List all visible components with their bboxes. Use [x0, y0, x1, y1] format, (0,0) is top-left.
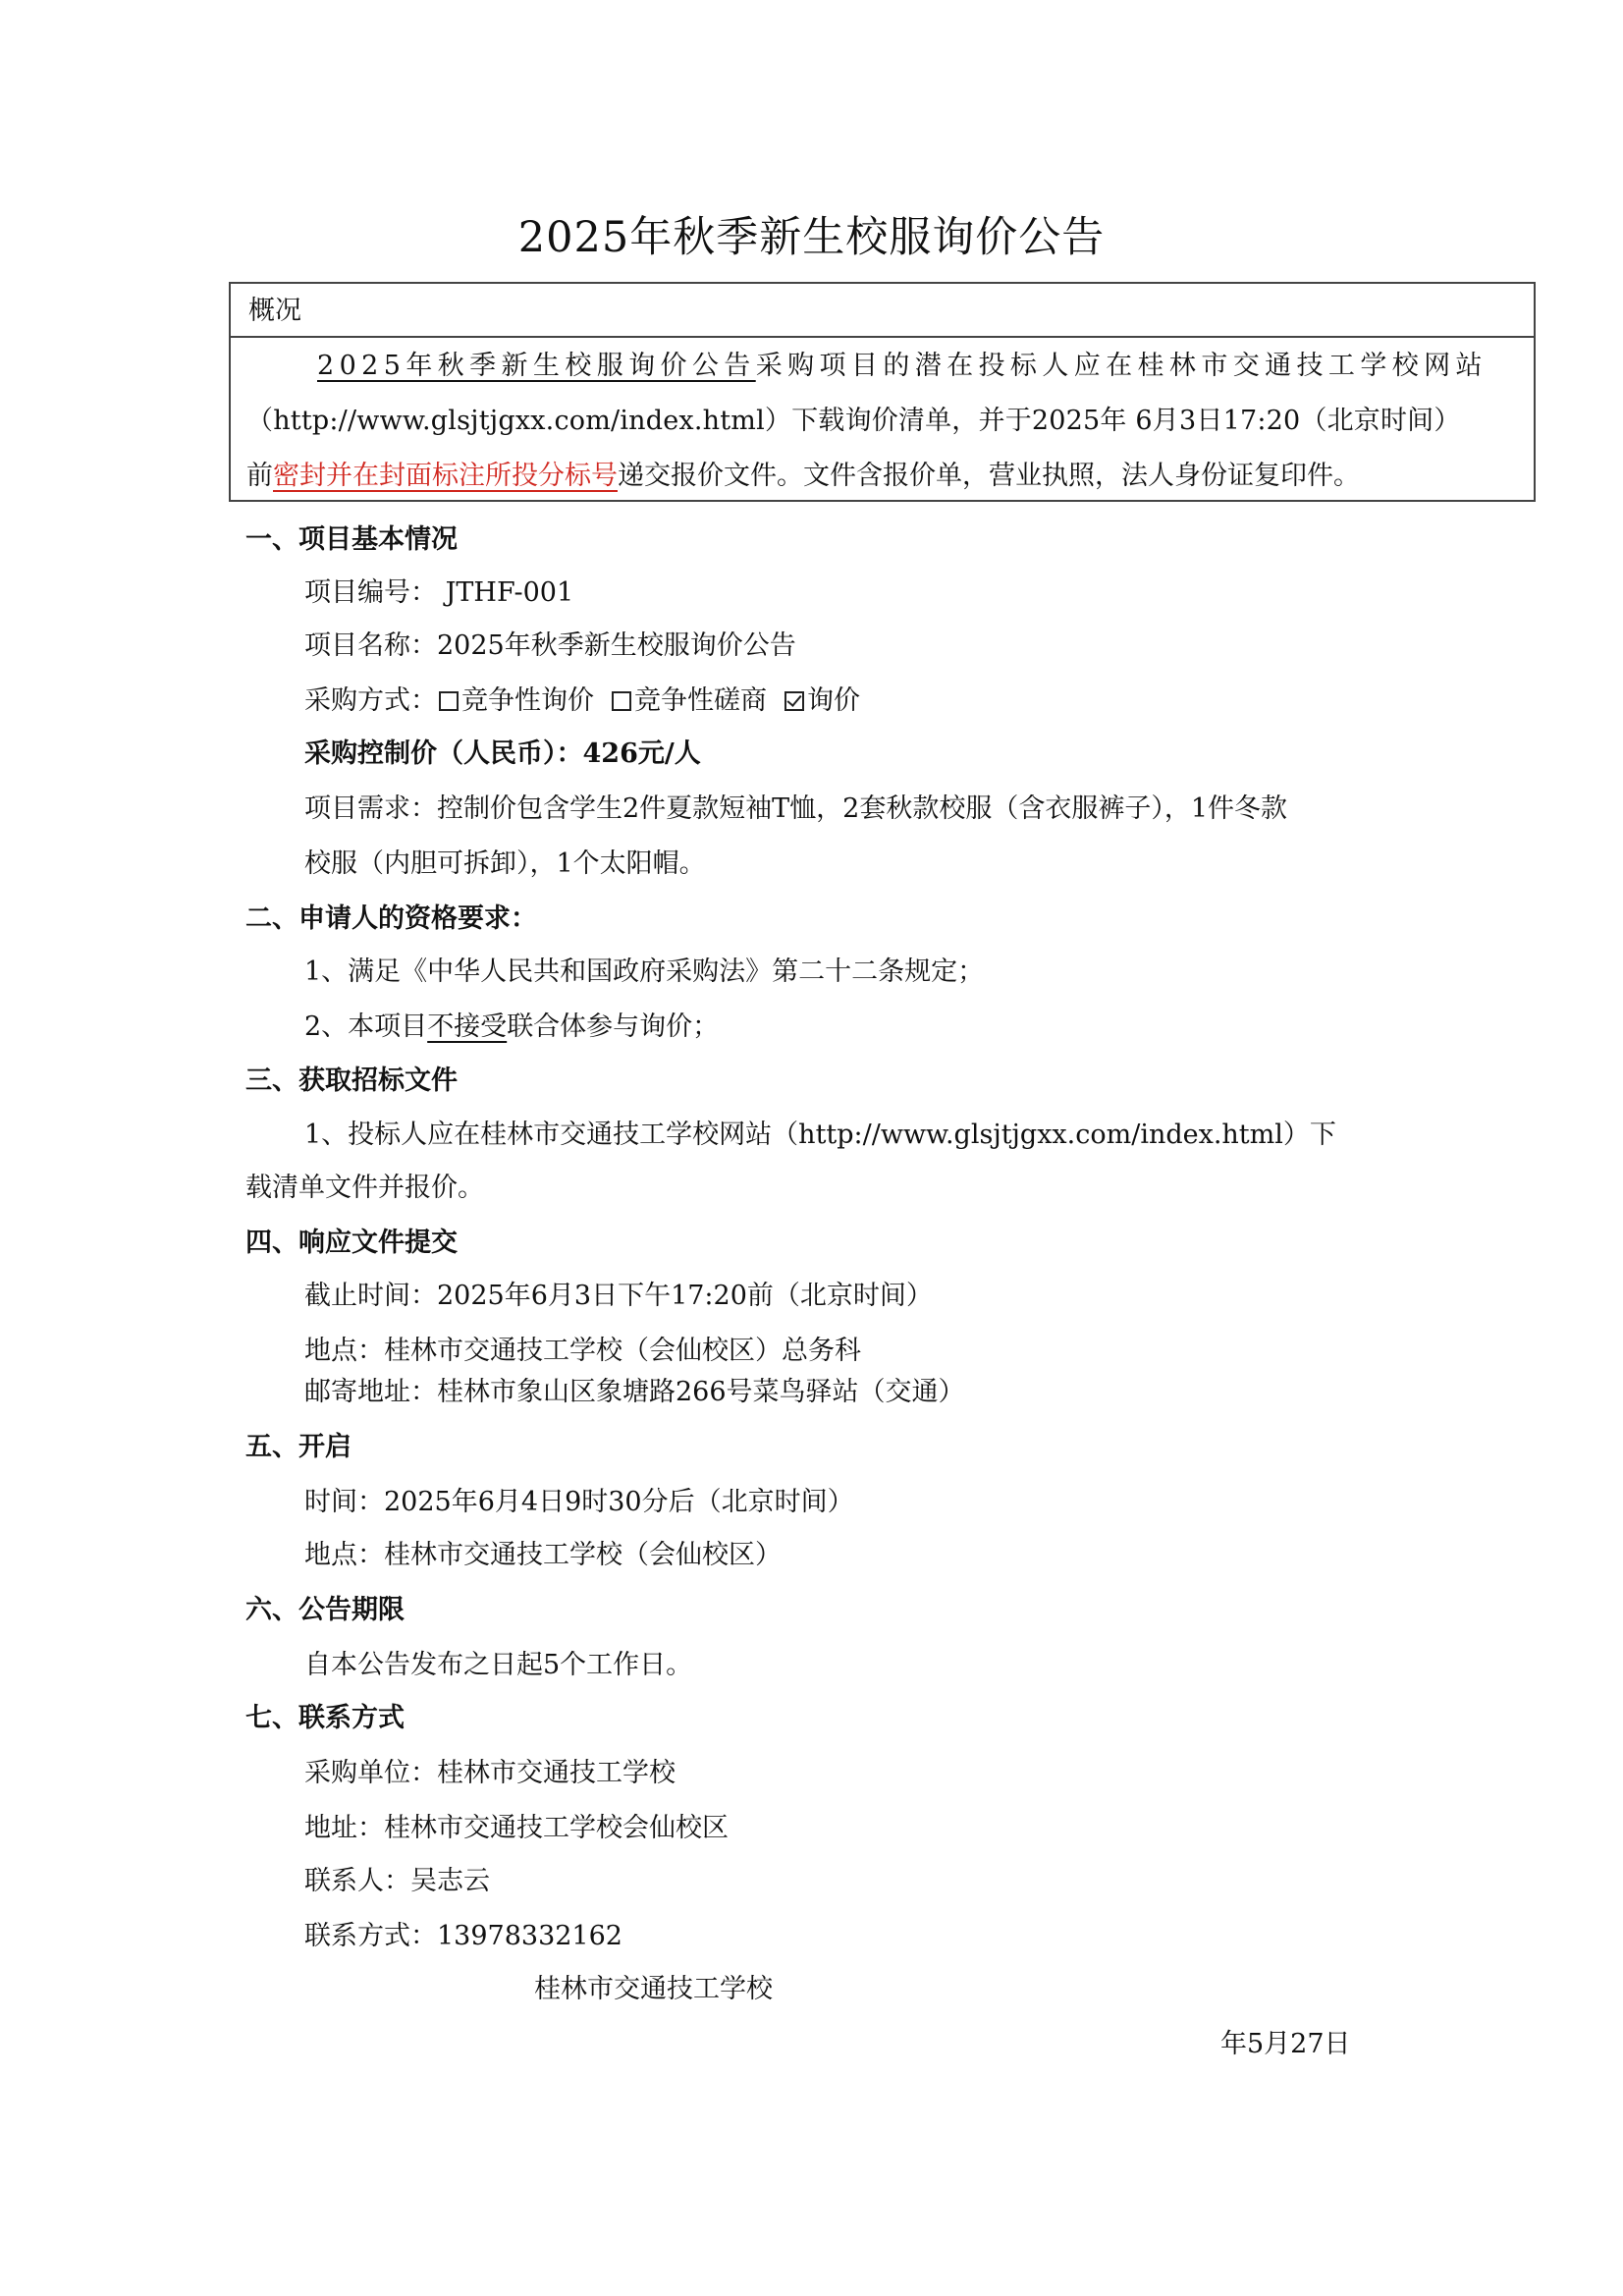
section-heading-4: 四、响应文件提交 [245, 1228, 458, 1258]
qualification-item-2-post: 联合体参与询价； [507, 1011, 720, 1042]
section-heading-1: 一、项目基本情况 [245, 524, 458, 555]
checkbox-inquiry-checked [784, 691, 804, 711]
qualification-item-2-pre: 2、本项目 [304, 1011, 428, 1042]
contact-unit: 采购单位：桂林市交通技工学校 [304, 1758, 676, 1788]
section-heading-2: 二、申请人的资格要求： [245, 903, 537, 934]
checkbox-competitive-inquiry [439, 691, 459, 711]
overview-line1-text: 采购项目的潜在投标人应在桂林市交通技工学校网站 [755, 351, 1488, 381]
overview-heading: 概况 [231, 284, 1534, 338]
tender-file-line-2: 载清单文件并报价。 [245, 1173, 484, 1203]
qualification-item-1: 1、满足《中华人民共和国政府采购法》第二十二条规定； [304, 957, 985, 987]
submission-deadline: 截止时间：2025年6月3日下午17:20前（北京时间） [304, 1281, 933, 1311]
mailing-address: 邮寄地址：桂林市象山区象塘路266号菜鸟驿站（交通） [304, 1377, 965, 1407]
contact-address: 地址：桂林市交通技工学校会仙校区 [304, 1813, 729, 1843]
submission-place: 地点：桂林市交通技工学校（会仙校区）总务科 [304, 1336, 861, 1366]
qualification-item-2 [304, 1008, 719, 1047]
opening-time: 时间：2025年6月4日9时30分后（北京时间） [304, 1487, 854, 1517]
requirement-line-1: 项目需求：控制价包含学生2件夏款短袖T恤，2套秋款校服（含衣服裤子），1件冬款 [304, 793, 1288, 824]
page-title: 2025年秋季新生校服询价公告 [517, 213, 1106, 262]
requirement-line-2: 校服（内胆可拆卸），1个太阳帽。 [304, 848, 706, 879]
project-name: 项目名称：2025年秋季新生校服询价公告 [304, 630, 796, 661]
project-number: 项目编号： JTHF-001 [304, 577, 574, 608]
signature-date: 年5月27日 [1220, 2029, 1351, 2059]
contact-phone: 联系方式：13978332162 [304, 1921, 622, 1951]
tender-file-line-1: 1、投标人应在桂林市交通技工学校网站（http://www.glsjtjgxx.com/index.html）下 [304, 1120, 1336, 1150]
notice-period: 自本公告发布之日起5个工作日。 [304, 1650, 693, 1680]
signature-org: 桂林市交通技工学校 [534, 1974, 773, 2004]
checkbox-competitive-negotiation [612, 691, 631, 711]
overview-box [229, 282, 1536, 502]
qualification-item-2-underline: 不接受 [427, 1011, 508, 1042]
procurement-method-label: 采购方式： [304, 685, 437, 716]
option-competitive-inquiry: 竞争性询价 [461, 685, 594, 716]
overview-line-3 [246, 449, 1520, 504]
section-heading-3: 三、获取招标文件 [245, 1066, 458, 1096]
control-price: 采购控制价（人民币）：426元/人 [304, 738, 701, 769]
overview-line3-post: 递交报价文件。文件含报价单，营业执照，法人身份证复印件。 [618, 461, 1360, 491]
overview-body [246, 339, 1520, 504]
overview-project-link: 2025年秋季新生校服询价公告 [317, 351, 756, 381]
overview-line-2: （http://www.glsjtjgxx.com/index.html）下载询价清单，并于2025年 6月3日17:20（北京时间） [246, 406, 1461, 436]
section-heading-6: 六、公告期限 [245, 1595, 405, 1625]
contact-person: 联系人：吴志云 [304, 1866, 490, 1896]
option-competitive-negotiation: 竞争性磋商 [634, 685, 767, 716]
overview-line3-pre: 前 [246, 461, 273, 491]
procurement-method [304, 682, 860, 721]
overview-line-1 [246, 339, 1520, 394]
overview-red-note: 密封并在封面标注所投分标号 [273, 461, 618, 491]
opening-place: 地点：桂林市交通技工学校（会仙校区） [304, 1540, 782, 1570]
option-inquiry: 询价 [807, 685, 860, 716]
section-heading-5: 五、开启 [245, 1432, 352, 1462]
section-heading-7: 七、联系方式 [245, 1703, 405, 1733]
